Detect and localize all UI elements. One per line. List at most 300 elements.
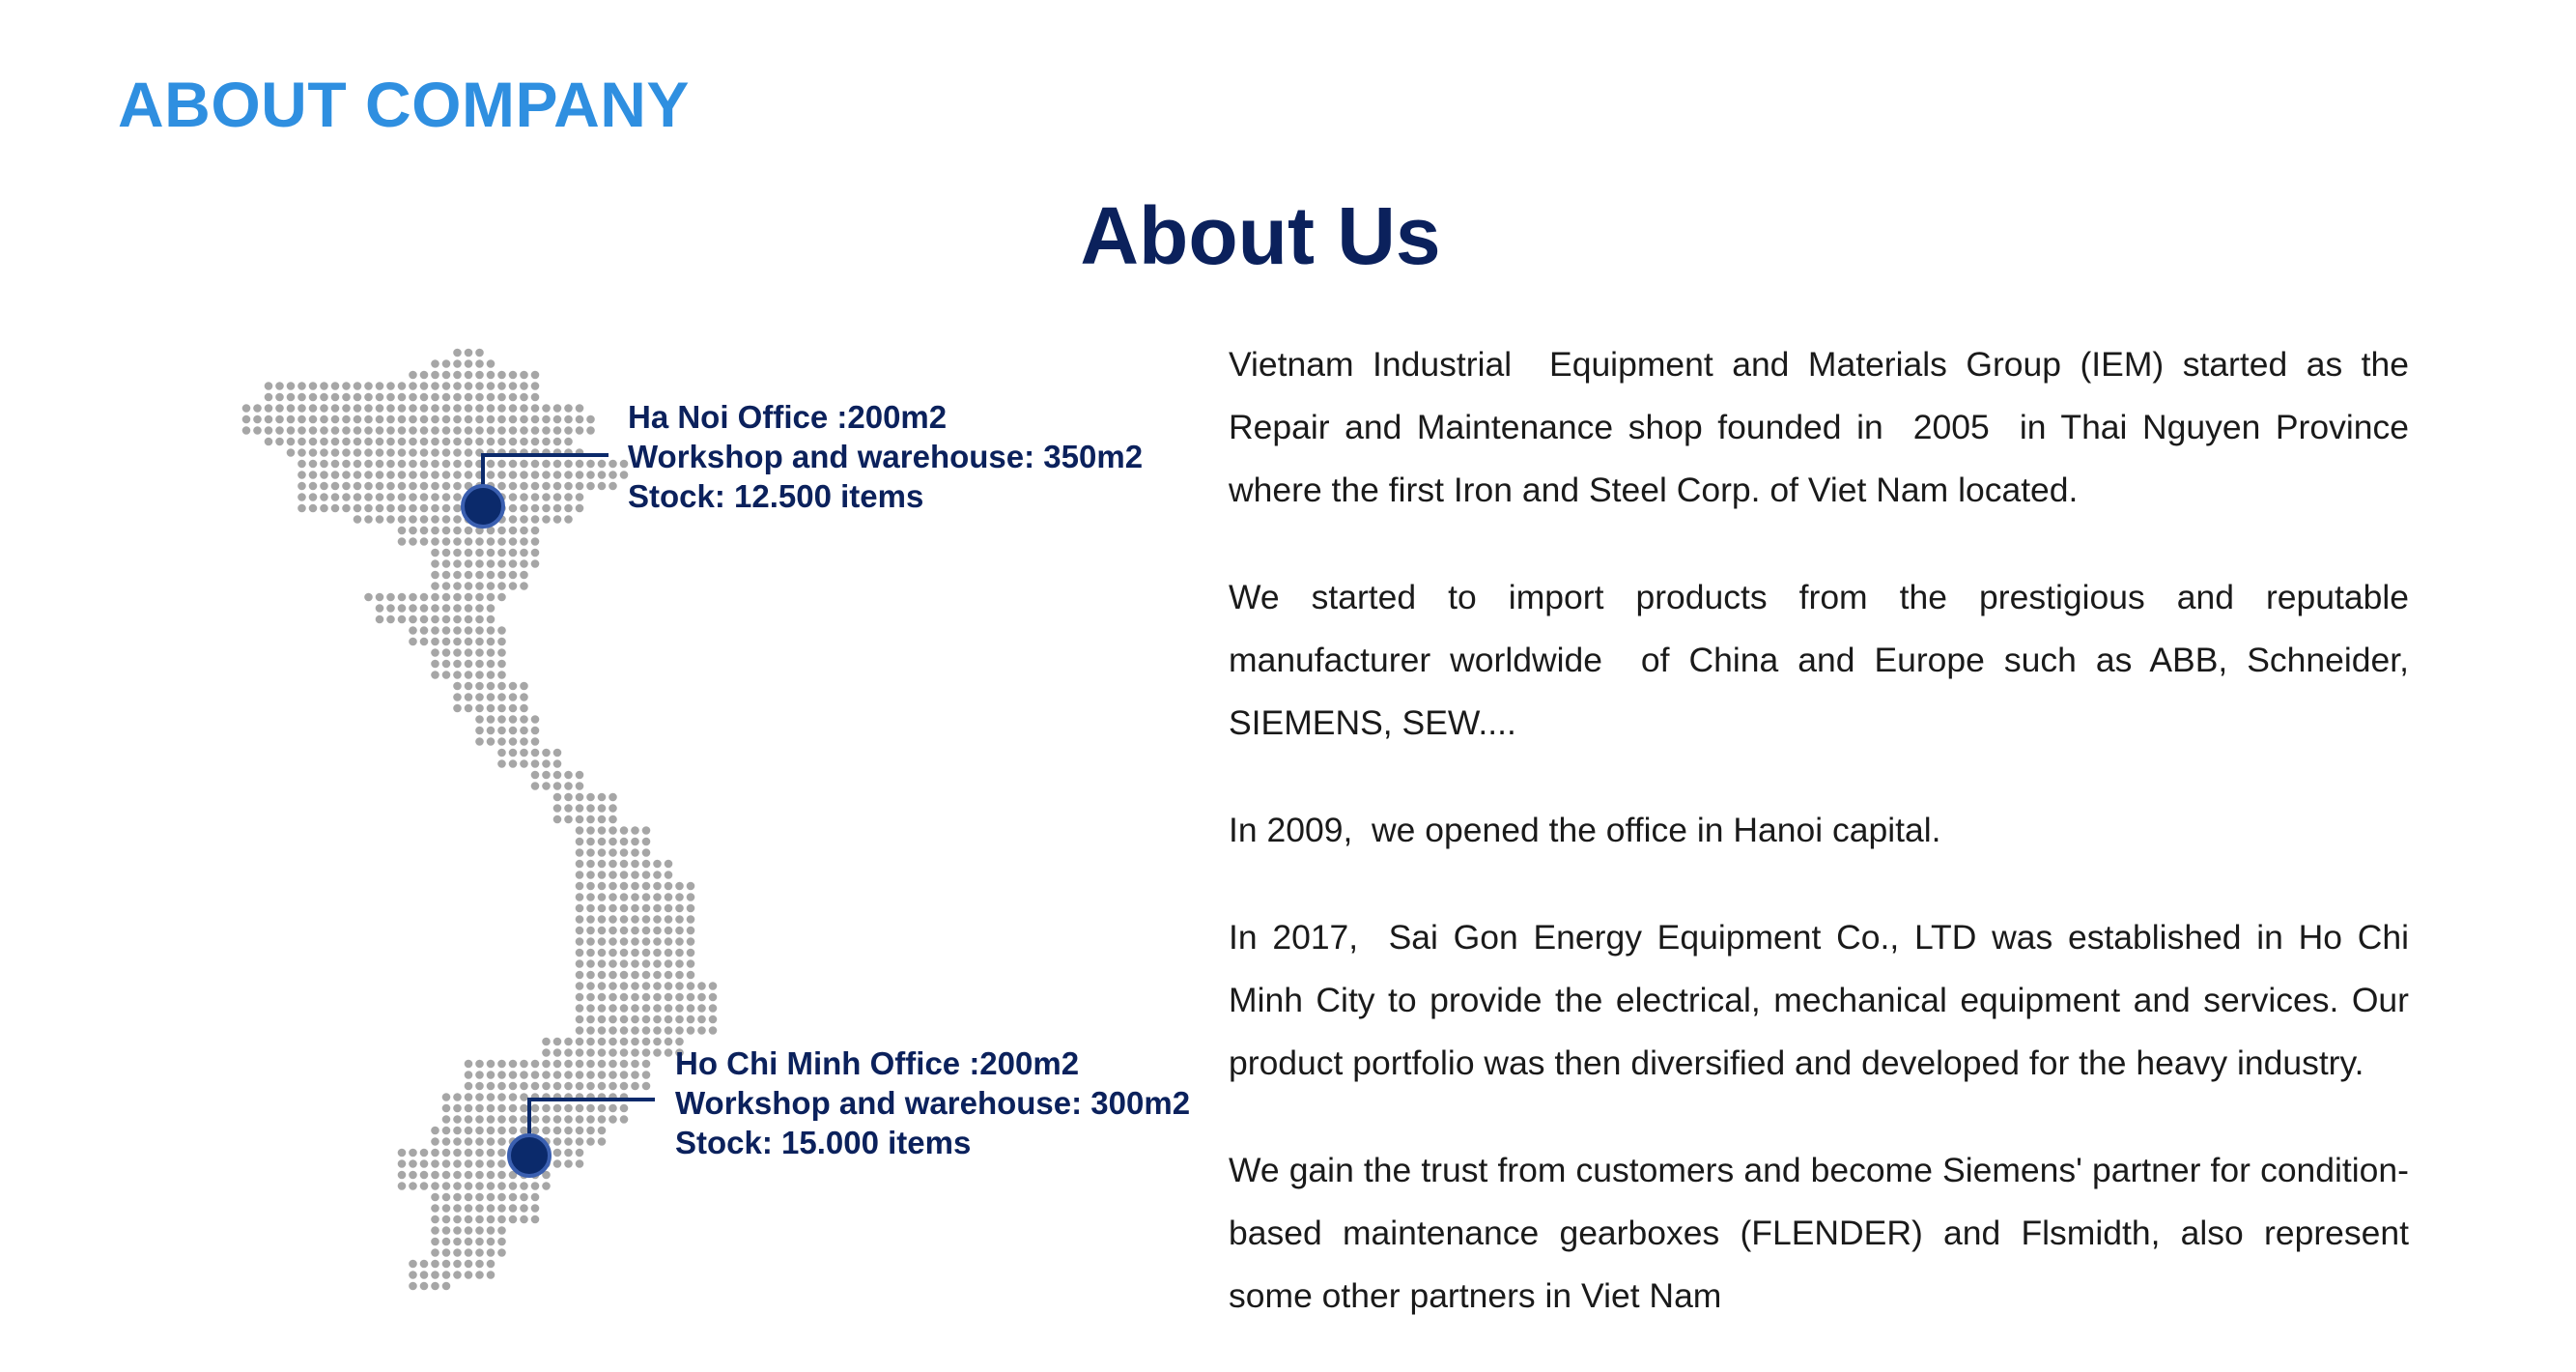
map-dot bbox=[431, 527, 439, 535]
map-dot bbox=[431, 448, 439, 457]
map-dot bbox=[465, 1182, 473, 1190]
map-dot bbox=[475, 671, 484, 679]
map-dot bbox=[309, 426, 318, 435]
map-dot bbox=[376, 404, 384, 413]
map-dot bbox=[531, 1204, 540, 1213]
map-dot bbox=[576, 415, 584, 424]
map-dot bbox=[431, 1127, 439, 1135]
map-dot bbox=[509, 404, 518, 413]
map-dot bbox=[442, 1171, 451, 1180]
map-dot bbox=[442, 359, 451, 368]
map-dot bbox=[598, 1082, 607, 1091]
map-dot bbox=[564, 426, 573, 435]
map-dot bbox=[576, 471, 584, 479]
map-dot bbox=[586, 793, 595, 802]
map-dot bbox=[420, 438, 429, 446]
map-dot bbox=[576, 482, 584, 491]
map-dot bbox=[465, 1260, 473, 1269]
map-dot bbox=[665, 1038, 673, 1046]
map-dot bbox=[442, 571, 451, 580]
map-dot bbox=[531, 549, 540, 557]
map-dot bbox=[576, 982, 584, 990]
hcm-office-info bbox=[675, 1043, 1190, 1162]
map-dot bbox=[475, 438, 484, 446]
map-dot bbox=[431, 426, 439, 435]
map-dot bbox=[531, 404, 540, 413]
map-dot bbox=[376, 460, 384, 469]
map-dot bbox=[586, 1004, 595, 1013]
map-dot bbox=[409, 515, 417, 524]
map-dot bbox=[642, 1071, 651, 1079]
map-dot bbox=[509, 1093, 518, 1101]
map-dot bbox=[520, 582, 528, 590]
map-dot bbox=[409, 1282, 417, 1291]
map-dot bbox=[687, 971, 695, 980]
map-dot bbox=[509, 582, 518, 590]
map-dot bbox=[309, 482, 318, 491]
map-dot bbox=[531, 1115, 540, 1124]
map-dot bbox=[453, 415, 462, 424]
map-dot bbox=[697, 982, 706, 990]
map-dot bbox=[420, 1171, 429, 1180]
map-dot bbox=[520, 460, 528, 469]
map-dot bbox=[453, 571, 462, 580]
map-dot bbox=[497, 1093, 506, 1101]
map-dot bbox=[553, 1048, 562, 1057]
map-dot bbox=[642, 993, 651, 1002]
map-dot bbox=[631, 1060, 639, 1069]
map-dot bbox=[442, 1260, 451, 1269]
map-dot bbox=[354, 415, 362, 424]
map-dot bbox=[665, 860, 673, 869]
map-dot bbox=[475, 648, 484, 657]
map-dot bbox=[487, 415, 495, 424]
map-dot bbox=[564, 1060, 573, 1069]
map-dot bbox=[420, 638, 429, 646]
map-dot bbox=[497, 1071, 506, 1079]
map-dot bbox=[542, 1127, 551, 1135]
map-dot bbox=[576, 426, 584, 435]
map-dot bbox=[620, 1115, 629, 1124]
map-dot bbox=[331, 382, 340, 390]
map-dot bbox=[398, 604, 407, 613]
map-dot bbox=[497, 1248, 506, 1257]
map-dot bbox=[564, 482, 573, 491]
map-dot bbox=[409, 504, 417, 513]
map-dot bbox=[620, 1038, 629, 1046]
map-dot bbox=[442, 537, 451, 546]
hanoi-marker bbox=[463, 486, 503, 527]
map-dot bbox=[687, 993, 695, 1002]
map-dot bbox=[576, 860, 584, 869]
map-dot bbox=[631, 993, 639, 1002]
map-dot bbox=[520, 571, 528, 580]
map-dot bbox=[631, 882, 639, 891]
map-dot bbox=[497, 715, 506, 724]
map-dot bbox=[653, 871, 662, 879]
map-dot bbox=[653, 982, 662, 990]
map-dot bbox=[520, 1193, 528, 1202]
map-dot bbox=[453, 382, 462, 390]
map-dot bbox=[520, 371, 528, 380]
map-dot bbox=[465, 671, 473, 679]
map-dot bbox=[386, 448, 395, 457]
map-dot bbox=[297, 482, 306, 491]
map-dot bbox=[497, 438, 506, 446]
map-dot bbox=[520, 404, 528, 413]
map-dot bbox=[287, 382, 296, 390]
map-dot bbox=[386, 493, 395, 501]
map-dot bbox=[520, 559, 528, 568]
map-dot bbox=[609, 893, 617, 901]
map-dot bbox=[331, 504, 340, 513]
map-dot bbox=[453, 1271, 462, 1279]
map-dot bbox=[653, 971, 662, 980]
map-dot bbox=[431, 1238, 439, 1246]
map-dot bbox=[609, 1026, 617, 1035]
map-dot bbox=[598, 882, 607, 891]
hcm-office-workshop: Workshop and warehouse: 300m2 bbox=[675, 1085, 1191, 1121]
map-dot bbox=[564, 471, 573, 479]
map-dot bbox=[598, 1115, 607, 1124]
map-dot bbox=[453, 638, 462, 646]
map-dot bbox=[653, 1004, 662, 1013]
map-dot bbox=[442, 1238, 451, 1246]
map-dot bbox=[564, 771, 573, 780]
map-dot bbox=[497, 1149, 506, 1158]
map-dot bbox=[320, 448, 328, 457]
map-dot bbox=[520, 471, 528, 479]
map-dot bbox=[586, 1060, 595, 1069]
map-dot bbox=[453, 549, 462, 557]
map-dot bbox=[331, 493, 340, 501]
map-dot bbox=[642, 848, 651, 857]
map-dot bbox=[376, 471, 384, 479]
map-dot bbox=[497, 582, 506, 590]
map-dot bbox=[475, 426, 484, 435]
map-dot bbox=[453, 1115, 462, 1124]
map-dot bbox=[586, 1137, 595, 1146]
map-dot bbox=[620, 1071, 629, 1079]
map-dot bbox=[564, 415, 573, 424]
map-dot bbox=[453, 1238, 462, 1246]
map-dot bbox=[342, 493, 351, 501]
map-dot bbox=[497, 527, 506, 535]
map-dot bbox=[620, 949, 629, 958]
map-dot bbox=[453, 559, 462, 568]
map-dot bbox=[386, 515, 395, 524]
map-dot bbox=[331, 448, 340, 457]
map-dot bbox=[531, 1071, 540, 1079]
map-dot bbox=[653, 927, 662, 935]
map-dot bbox=[497, 559, 506, 568]
map-dot bbox=[431, 1271, 439, 1279]
map-dot bbox=[442, 593, 451, 602]
map-dot bbox=[531, 527, 540, 535]
map-dot bbox=[576, 915, 584, 924]
map-dot bbox=[520, 715, 528, 724]
map-dot bbox=[586, 838, 595, 846]
map-dot bbox=[465, 460, 473, 469]
map-dot bbox=[475, 1248, 484, 1257]
map-dot bbox=[576, 893, 584, 901]
map-dot bbox=[520, 1115, 528, 1124]
map-dot bbox=[609, 1015, 617, 1024]
map-dot bbox=[509, 371, 518, 380]
map-dot bbox=[465, 1226, 473, 1235]
map-dot bbox=[531, 460, 540, 469]
map-dot bbox=[442, 1137, 451, 1146]
map-dot bbox=[642, 1060, 651, 1069]
map-dot bbox=[598, 1004, 607, 1013]
map-dot bbox=[576, 782, 584, 790]
map-dot bbox=[453, 393, 462, 402]
map-dot bbox=[409, 493, 417, 501]
map-dot bbox=[309, 415, 318, 424]
map-dot bbox=[509, 559, 518, 568]
map-dot bbox=[442, 448, 451, 457]
map-dot bbox=[509, 1104, 518, 1113]
map-dot bbox=[465, 1248, 473, 1257]
map-dot bbox=[309, 382, 318, 390]
map-dot bbox=[642, 927, 651, 935]
map-dot bbox=[586, 915, 595, 924]
map-dot bbox=[576, 838, 584, 846]
map-dot bbox=[265, 415, 273, 424]
map-dot bbox=[631, 1082, 639, 1091]
map-dot bbox=[431, 1171, 439, 1180]
map-dot bbox=[531, 426, 540, 435]
map-dot bbox=[354, 460, 362, 469]
map-dot bbox=[586, 1026, 595, 1035]
map-dot bbox=[520, 549, 528, 557]
map-dot bbox=[586, 904, 595, 913]
map-dot bbox=[275, 426, 284, 435]
map-dot bbox=[453, 515, 462, 524]
map-dot bbox=[453, 1215, 462, 1224]
map-dot bbox=[520, 1093, 528, 1101]
map-dot bbox=[475, 1115, 484, 1124]
map-dot bbox=[398, 393, 407, 402]
map-dot bbox=[442, 1182, 451, 1190]
map-dot bbox=[576, 1060, 584, 1069]
map-dot bbox=[665, 927, 673, 935]
map-dot bbox=[609, 1082, 617, 1091]
map-dot bbox=[442, 438, 451, 446]
map-dot bbox=[609, 471, 617, 479]
map-dot bbox=[487, 1171, 495, 1180]
map-dot bbox=[342, 426, 351, 435]
map-dot bbox=[609, 949, 617, 958]
map-dot bbox=[687, 949, 695, 958]
map-dot bbox=[275, 415, 284, 424]
map-dot bbox=[675, 915, 684, 924]
map-dot bbox=[354, 448, 362, 457]
map-dot bbox=[576, 949, 584, 958]
map-dot bbox=[475, 682, 484, 691]
map-dot bbox=[576, 793, 584, 802]
map-dot bbox=[487, 1115, 495, 1124]
map-dot bbox=[453, 671, 462, 679]
map-dot bbox=[620, 471, 629, 479]
map-dot bbox=[665, 982, 673, 990]
map-dot bbox=[453, 648, 462, 657]
map-dot bbox=[409, 593, 417, 602]
map-dot bbox=[520, 527, 528, 535]
map-dot bbox=[431, 471, 439, 479]
map-dot bbox=[487, 1104, 495, 1113]
map-dot bbox=[420, 626, 429, 635]
map-dot bbox=[653, 882, 662, 891]
map-dot bbox=[642, 949, 651, 958]
map-dot bbox=[442, 1193, 451, 1202]
map-dot bbox=[631, 1004, 639, 1013]
map-dot bbox=[497, 1137, 506, 1146]
map-dot bbox=[598, 860, 607, 869]
map-dot bbox=[520, 1182, 528, 1190]
map-dot bbox=[442, 382, 451, 390]
map-dot bbox=[598, 826, 607, 835]
map-dot bbox=[431, 504, 439, 513]
map-dot bbox=[320, 504, 328, 513]
map-dot bbox=[542, 1038, 551, 1046]
map-dot bbox=[453, 704, 462, 713]
map-dot bbox=[620, 1048, 629, 1057]
map-dot bbox=[309, 471, 318, 479]
map-dot bbox=[509, 1182, 518, 1190]
hanoi-office-stock: Stock: 12.500 items bbox=[628, 478, 924, 514]
map-dot bbox=[564, 438, 573, 446]
map-dot bbox=[631, 971, 639, 980]
map-dot bbox=[609, 1104, 617, 1113]
map-dot bbox=[465, 1193, 473, 1202]
map-dot bbox=[253, 415, 262, 424]
map-dot bbox=[453, 1137, 462, 1146]
map-dot bbox=[576, 804, 584, 813]
map-dot bbox=[509, 1193, 518, 1202]
map-dot bbox=[609, 793, 617, 802]
map-dot bbox=[453, 448, 462, 457]
map-dot bbox=[487, 1071, 495, 1079]
map-dot bbox=[453, 460, 462, 469]
map-dot bbox=[520, 382, 528, 390]
map-dot bbox=[442, 527, 451, 535]
map-dot bbox=[687, 882, 695, 891]
map-dot bbox=[509, 1071, 518, 1079]
map-dot bbox=[487, 393, 495, 402]
map-dot bbox=[497, 1159, 506, 1168]
map-dot bbox=[564, 1082, 573, 1091]
map-dot bbox=[275, 393, 284, 402]
map-dot bbox=[531, 493, 540, 501]
map-dot bbox=[398, 448, 407, 457]
map-dot bbox=[475, 737, 484, 746]
map-dot bbox=[475, 638, 484, 646]
map-dot bbox=[509, 460, 518, 469]
map-dot bbox=[465, 660, 473, 669]
map-dot bbox=[442, 482, 451, 491]
map-dot bbox=[253, 404, 262, 413]
map-dot bbox=[520, 1215, 528, 1224]
map-dot bbox=[620, 460, 629, 469]
map-dot bbox=[320, 471, 328, 479]
map-dot bbox=[687, 982, 695, 990]
map-dot bbox=[497, 638, 506, 646]
map-dot bbox=[520, 682, 528, 691]
map-dot bbox=[465, 1060, 473, 1069]
map-dot bbox=[553, 504, 562, 513]
map-dot bbox=[665, 993, 673, 1002]
map-dot bbox=[598, 1071, 607, 1079]
map-dot bbox=[520, 727, 528, 735]
map-dot bbox=[342, 393, 351, 402]
map-dot bbox=[609, 937, 617, 946]
map-dot bbox=[386, 471, 395, 479]
map-dot bbox=[487, 1271, 495, 1279]
map-dot bbox=[431, 1215, 439, 1224]
map-dot bbox=[487, 1248, 495, 1257]
map-dot bbox=[598, 1127, 607, 1135]
map-dot bbox=[465, 571, 473, 580]
map-dot bbox=[542, 782, 551, 790]
map-dot bbox=[609, 1071, 617, 1079]
map-dot bbox=[609, 1048, 617, 1057]
map-dot bbox=[354, 482, 362, 491]
map-dot bbox=[697, 1026, 706, 1035]
map-dot bbox=[475, 626, 484, 635]
map-dot bbox=[420, 515, 429, 524]
map-dot bbox=[320, 438, 328, 446]
map-dot bbox=[487, 1226, 495, 1235]
map-dot bbox=[453, 493, 462, 501]
map-dot bbox=[487, 1260, 495, 1269]
map-dot bbox=[542, 759, 551, 768]
map-dot bbox=[665, 949, 673, 958]
map-dot bbox=[509, 727, 518, 735]
map-dot bbox=[331, 438, 340, 446]
map-dot bbox=[409, 626, 417, 635]
map-dot bbox=[642, 838, 651, 846]
map-dot bbox=[520, 415, 528, 424]
map-dot bbox=[576, 1104, 584, 1113]
map-dot bbox=[620, 993, 629, 1002]
map-dot bbox=[465, 604, 473, 613]
map-dot bbox=[609, 871, 617, 879]
map-dot bbox=[442, 582, 451, 590]
map-dot bbox=[398, 460, 407, 469]
map-dot bbox=[576, 1071, 584, 1079]
map-dot bbox=[409, 404, 417, 413]
map-dot bbox=[675, 993, 684, 1002]
map-dot bbox=[487, 1137, 495, 1146]
map-dot bbox=[420, 615, 429, 624]
map-dot bbox=[465, 359, 473, 368]
map-dot bbox=[376, 604, 384, 613]
map-dot bbox=[420, 448, 429, 457]
map-dot bbox=[665, 1026, 673, 1035]
map-dot bbox=[542, 471, 551, 479]
map-dot bbox=[520, 426, 528, 435]
map-dot bbox=[586, 815, 595, 824]
map-dot bbox=[442, 1115, 451, 1124]
map-dot bbox=[475, 359, 484, 368]
map-dot bbox=[409, 460, 417, 469]
map-dot bbox=[309, 438, 318, 446]
map-dot bbox=[642, 1082, 651, 1091]
map-dot bbox=[320, 382, 328, 390]
map-dot bbox=[420, 415, 429, 424]
map-dot bbox=[431, 1260, 439, 1269]
